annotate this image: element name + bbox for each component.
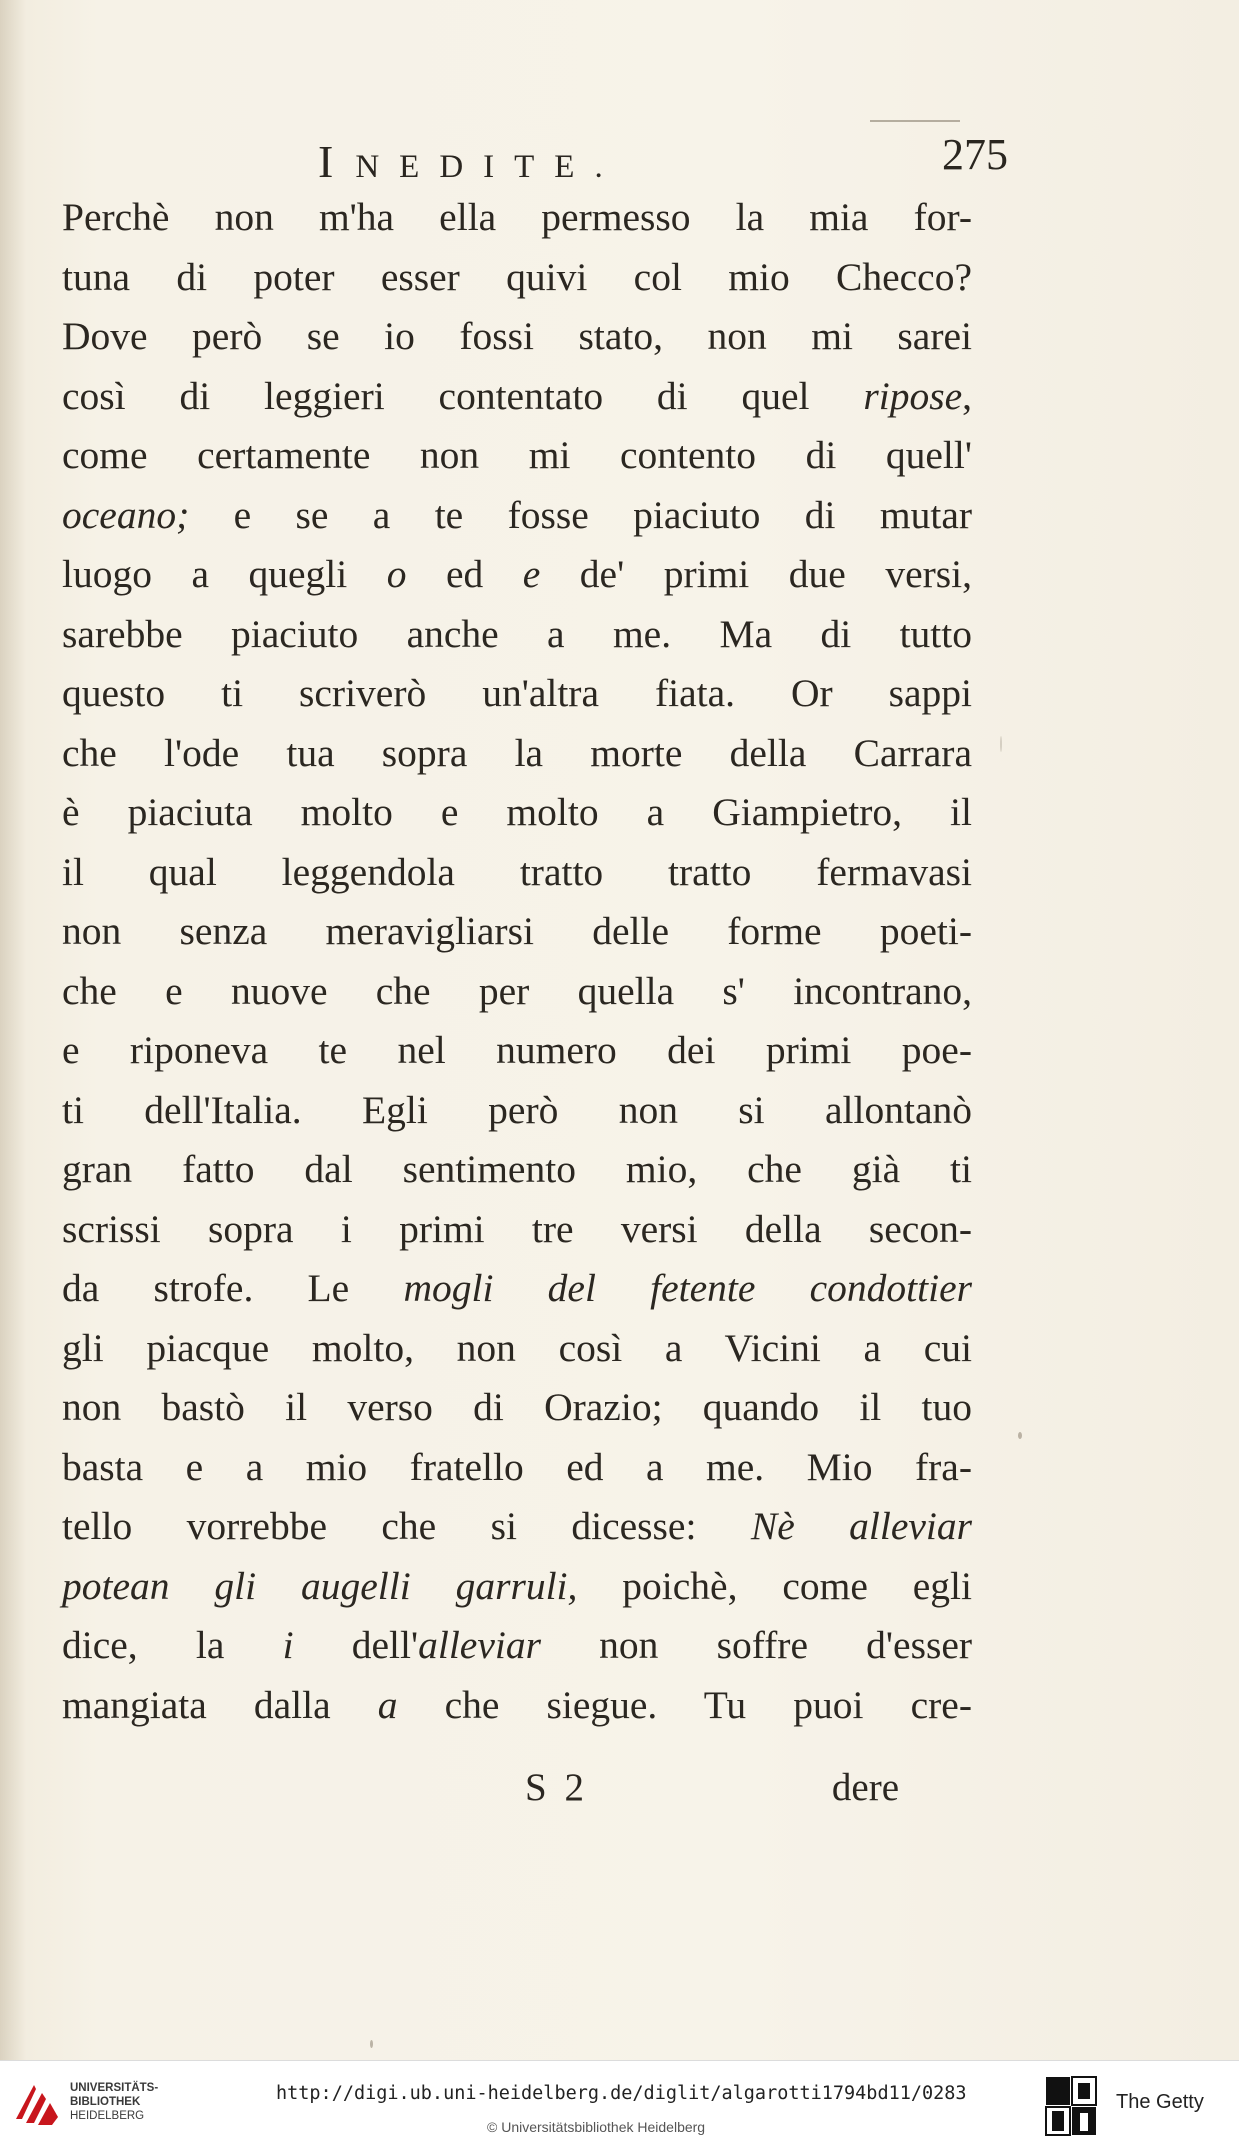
italic-run: a [377,1682,398,1727]
text-line [62,248,972,308]
library-name-line: HEIDELBERG [70,2110,145,2122]
signature-mark: S 2 [525,1766,588,1809]
text-line [62,1140,972,1200]
text-run: che e nuove che per quella s' incontrano, [62,968,972,1013]
library-name [70,2081,158,2123]
text-line [62,188,972,248]
running-head [318,130,1008,187]
text-line [62,426,972,486]
text-line [62,1081,972,1141]
text-run: dell' [293,1623,419,1667]
text-run: basta e a mio fratello ed a me. Mio fra- [62,1444,972,1489]
text-line [62,724,972,784]
text-run: e se a te fosse piaciuto di mutar [189,492,972,537]
page-number: 275 [942,130,1008,179]
copyright-notice: © Universitätsbibliothek Heidelberg [487,2119,706,2135]
permalink-url[interactable]: http://digi.ub.uni-heidelberg.de/diglit/algarotti1794bd11/0283 [276,2083,967,2104]
italic-run: o [386,552,407,596]
page-foot [525,1765,899,1815]
text-line [62,545,972,605]
text-line [62,1259,972,1319]
catchword: dere [831,1766,899,1809]
library-name-line: UNIVERSITÄTS- [70,2082,159,2094]
italic-run: oceano; [62,492,190,537]
body-text [62,188,972,1735]
paper-speck [1018,1432,1022,1439]
viewer-footer [0,2060,1239,2149]
text-run: gran fatto dal sentimento mio, che già ti [62,1147,972,1191]
text-run: il qual leggendola tratto tratto fermavasi [62,849,972,894]
text-line [62,1378,972,1438]
text-run: che siegue. Tu puoi cre- [397,1682,972,1727]
text-run: luogo a quegli [62,552,387,596]
partner-name: The Getty [1116,2091,1204,2113]
text-line [62,367,972,427]
text-line [62,1557,972,1617]
text-run: non senza meravigliarsi delle forme poeti- [62,909,972,953]
text-line [62,605,972,665]
text-line [62,1021,972,1081]
text-run: non bastò il verso di Orazio; quando il tuo [62,1385,972,1429]
text-line [62,902,972,962]
running-head-title [318,135,623,188]
text-run: questo ti scriverò un'altra fiata. Or sappi [62,671,972,715]
italic-run: e [522,552,541,596]
text-line [62,1497,972,1557]
university-library-logo-icon [12,2079,64,2131]
text-line [62,1676,972,1736]
italic-run: alleviar [418,1623,541,1667]
text-line [62,1438,972,1498]
italic-run: mogli del fetente condottier [403,1266,972,1310]
text-run: Perchè non m'ha ella permesso la mia for- [62,195,972,239]
text-run: gli piacque molto, non così a Vicini a cui [62,1325,972,1370]
text-run: ti dell'Italia. Egli però non si allontanò [62,1087,972,1132]
text-run: dice, la [62,1623,283,1667]
text-run: che l'ode tua sopra la morte della Carrara [62,730,972,775]
text-line [62,843,972,903]
text-run: de' primi due versi, [540,552,972,596]
italic-run: i [282,1623,294,1667]
text-run: tuna di poter esser quivi col mio Checco? [62,254,972,299]
text-run: mangiata dalla [62,1682,378,1727]
library-name-line: BIBLIOTHEK [70,2096,141,2108]
text-line [62,307,972,367]
text-run: e riponeva te nel numero dei primi poe- [62,1028,972,1072]
text-run: tello vorrebbe che si dicesse: [62,1504,751,1548]
text-run: Dove però se io fossi stato, non mi sarei [62,314,972,358]
getty-logo-icon [1044,2075,1098,2137]
text-line [62,783,972,843]
running-head-rest: NEDITE. [355,149,623,185]
text-line [62,1200,972,1260]
text-run: sarebbe piaciuto anche a me. Ma di tutto [62,611,972,656]
text-run: poichè, come egli [577,1563,973,1608]
text-line [62,1616,972,1676]
text-line [62,486,972,546]
paper-speck [1000,736,1002,752]
text-line [62,962,972,1022]
text-run: da strofe. Le [62,1266,404,1310]
text-run: così di leggieri contentato di quel [62,373,864,418]
text-line [62,664,972,724]
text-run: è piaciuta molto e molto a Giampietro, il [62,790,972,834]
text-line [62,1319,972,1379]
text-run: scrissi sopra i primi tre versi della secon- [62,1206,972,1251]
running-head-initial: I [318,136,356,187]
paper-speck [370,2040,373,2048]
text-run: ed [406,552,523,596]
text-run: , [962,373,972,418]
italic-run: ripose [863,373,963,418]
spine-shadow [0,0,26,2060]
italic-run: potean gli augelli garruli, [62,1563,578,1608]
text-run: come certamente non mi contento di quell' [62,433,972,477]
italic-run: Nè alleviar [750,1504,972,1548]
text-run: non soffre d'esser [540,1623,973,1667]
head-rule [870,120,960,122]
